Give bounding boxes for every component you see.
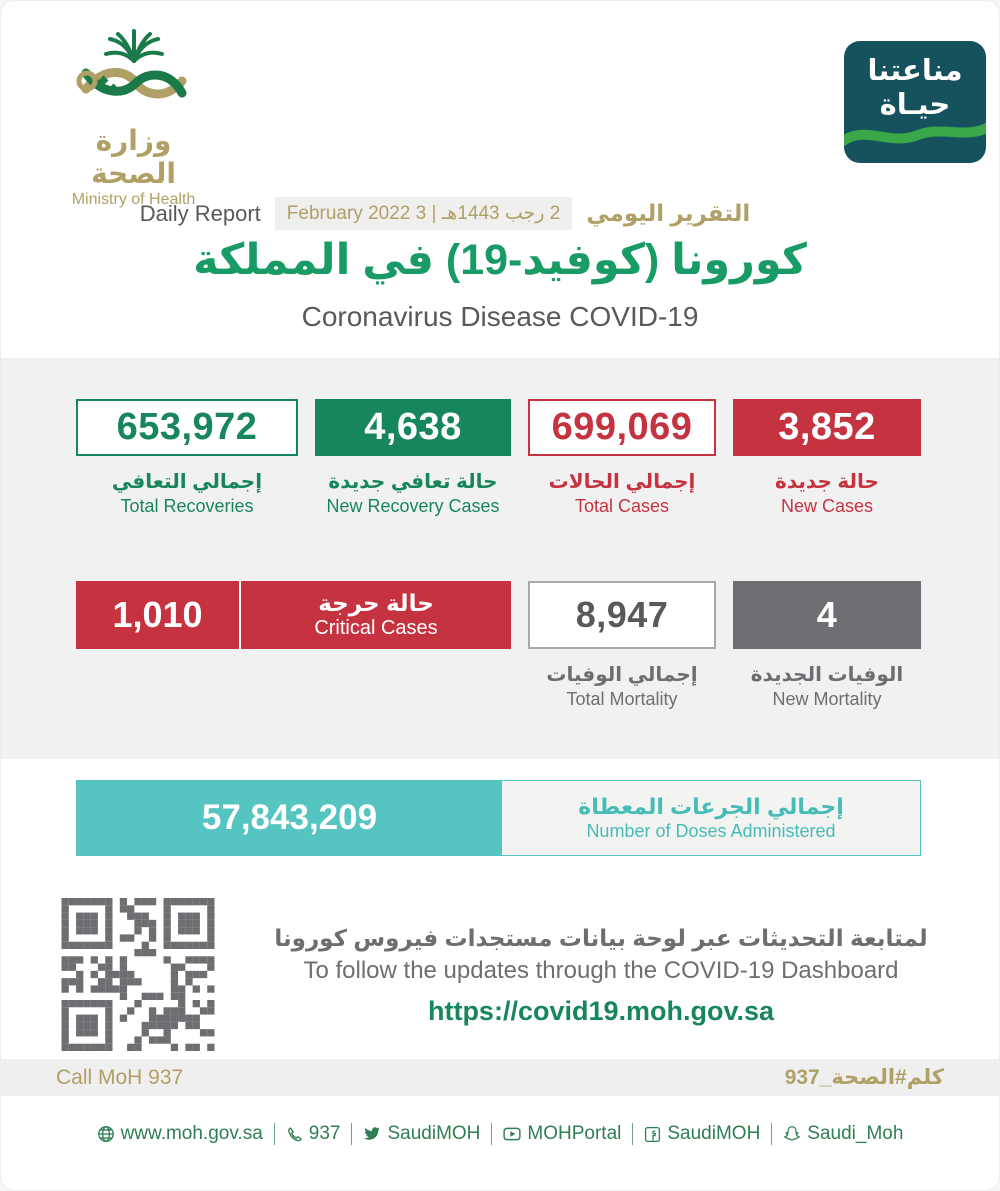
snapchat-link[interactable]	[783, 1123, 903, 1145]
new-mortality-label-en: New Mortality	[772, 689, 882, 709]
doses-value: 57,843,209	[77, 781, 502, 855]
total-recoveries-value: 653,972	[76, 399, 298, 456]
stat-total-cases	[528, 399, 716, 518]
qr-code	[58, 898, 218, 1051]
phone-icon	[286, 1126, 303, 1143]
link-divider	[771, 1123, 772, 1145]
stats-section	[1, 358, 1000, 759]
link-label: MOHPortal	[527, 1123, 622, 1144]
total-cases-label-ar: إجمالي الحالات	[548, 471, 696, 493]
badge-line1: مناعتنا	[867, 55, 963, 87]
dashboard-note-ar: لمتابعة التحديثات عبر لوحة بيانات مستجدات فيروس كورونا	[274, 925, 928, 951]
stat-new-cases	[733, 399, 921, 518]
badge-line2: حيـاة	[879, 89, 951, 121]
critical-cases-label-en: Critical Cases	[314, 617, 438, 639]
new-mortality-value: 4	[733, 581, 921, 649]
youtube-icon	[503, 1125, 521, 1143]
phone-link[interactable]	[286, 1123, 341, 1145]
report-date: 2 رجب 1443هـ | 3 February 2022	[275, 197, 573, 230]
critical-cases-label-ar: حالة حرجة	[318, 590, 434, 616]
new-recoveries-value: 4,638	[315, 399, 511, 456]
link-label: SaudiMOH	[667, 1123, 761, 1144]
new-cases-label-en: New Cases	[780, 496, 874, 516]
social-links	[1, 1123, 999, 1145]
youtube-link[interactable]	[503, 1123, 621, 1145]
total-mortality-value: 8,947	[528, 581, 716, 649]
link-label: 937	[308, 1123, 341, 1144]
doses-label-en: Number of Doses Administered	[586, 821, 836, 841]
doses-bar	[76, 780, 921, 856]
wave-icon	[844, 113, 986, 155]
total-mortality-label-ar: إجمالي الوفيات	[546, 664, 698, 686]
stat-total-recoveries	[76, 399, 298, 518]
new-recoveries-label-en: New Recovery Cases	[326, 496, 500, 516]
globe-link[interactable]	[97, 1123, 263, 1145]
link-divider	[274, 1123, 275, 1145]
facebook-link[interactable]	[644, 1123, 760, 1145]
logo-title-arabic: وزارة الصحة	[91, 125, 176, 189]
moh-emblem-icon	[70, 25, 198, 117]
twitter-icon	[363, 1125, 381, 1143]
total-recoveries-label-ar: إجمالي التعافي	[111, 471, 263, 493]
call-moh-en: Call MoH 937	[56, 1065, 184, 1089]
total-mortality-label-en: Total Mortality	[566, 689, 678, 709]
critical-cases-value: 1,010	[76, 581, 241, 649]
snapchat-icon	[783, 1125, 801, 1143]
stat-new-recoveries	[315, 399, 511, 518]
globe-icon	[97, 1125, 115, 1143]
link-label: Saudi_Moh	[807, 1123, 904, 1144]
call-moh-ar: كلم#الصحة_937	[784, 1066, 944, 1089]
stat-total-mortality	[528, 581, 716, 711]
page-title-arabic: كورونا (كوفيد-19) في المملكة	[193, 236, 807, 284]
logo-title-english: Ministry of Health	[71, 191, 196, 208]
moh-logo	[51, 25, 216, 209]
daily-report-label-ar: التقرير اليومي	[586, 200, 751, 226]
daily-report-label-en: Daily Report	[139, 200, 261, 226]
stats-row-1	[76, 399, 921, 518]
link-label: SaudiMOH	[387, 1123, 481, 1144]
page-title-english: Coronavirus Disease COVID-19	[301, 301, 699, 332]
immunity-badge	[844, 41, 986, 163]
total-cases-value: 699,069	[528, 399, 716, 456]
new-recoveries-label-ar: حالة تعافي جديدة	[328, 471, 498, 493]
stats-row-2	[76, 581, 921, 711]
dashboard-section	[1, 891, 1000, 1059]
stat-critical-cases	[76, 581, 511, 649]
total-cases-label-en: Total Cases	[574, 496, 670, 516]
link-divider	[632, 1123, 633, 1145]
link-divider	[491, 1123, 492, 1145]
new-mortality-label-ar: الوفيات الجديدة	[750, 664, 904, 686]
link-label: www.moh.gov.sa	[120, 1123, 263, 1144]
facebook-icon	[644, 1126, 661, 1143]
dashboard-url-link[interactable]: https://covid19.moh.gov.sa	[427, 996, 775, 1026]
doses-label-ar: إجمالي الجرعات المعطاة	[578, 794, 844, 819]
new-cases-label-ar: حالة جديدة	[775, 471, 879, 493]
new-cases-value: 3,852	[733, 399, 921, 456]
stat-new-mortality	[733, 581, 921, 711]
twitter-link[interactable]	[363, 1123, 480, 1145]
dashboard-note-en: To follow the updates through the COVID-19 Dashboard	[303, 957, 899, 984]
call-band	[1, 1059, 999, 1096]
link-divider	[351, 1123, 352, 1145]
total-recoveries-label-en: Total Recoveries	[120, 496, 254, 516]
report-bar	[1, 197, 999, 230]
